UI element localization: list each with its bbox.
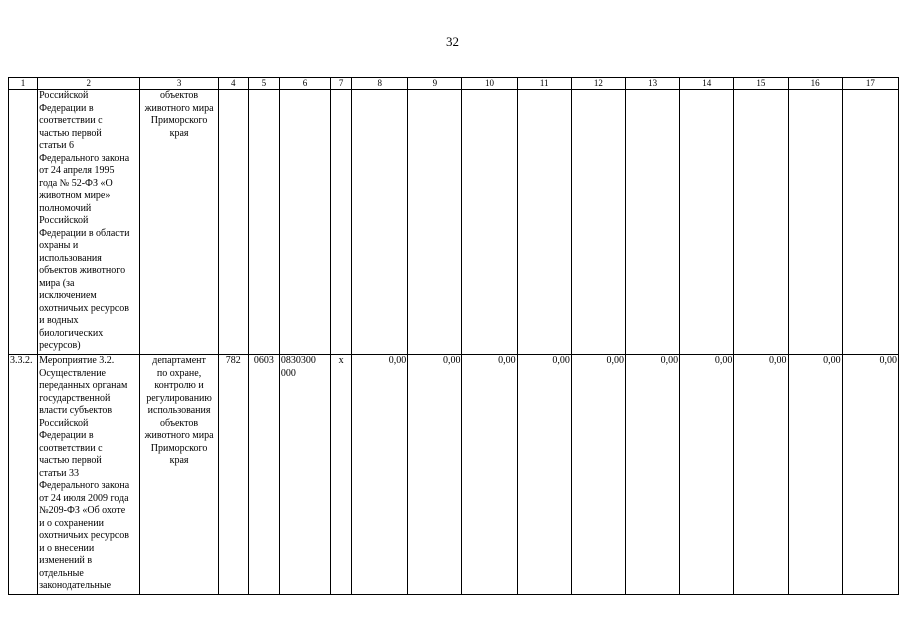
- header-cell: 6: [279, 78, 330, 90]
- item-amount: 0,00: [517, 355, 571, 595]
- header-cell: 17: [842, 78, 898, 90]
- item-target-code: [279, 90, 330, 355]
- header-cell: 7: [331, 78, 352, 90]
- item-executor: объектов животного мира Приморского края: [140, 90, 218, 355]
- header-cell: 16: [788, 78, 842, 90]
- item-section: [248, 90, 279, 355]
- item-amount: [734, 90, 788, 355]
- header-cell: 9: [408, 78, 462, 90]
- table-row: [9, 355, 899, 595]
- item-amount: 0,00: [408, 355, 462, 595]
- header-cell: 8: [352, 78, 408, 90]
- header-cell: 3: [140, 78, 218, 90]
- header-cell: 13: [625, 78, 679, 90]
- item-description: Мероприятие 3.2. Осуществление переданных органам государственной власти субъектов Российской Федерации в соответствии с частью первой статьи 33 Федерального закона от 24 июля 2009 года №209-ФЗ «Об охоте и о сохранении охотничьих ресурсов и о внесении изменений в отдельные законодательные: [38, 355, 140, 595]
- item-number: 3.3.2.: [9, 355, 38, 595]
- item-amount: 0,00: [352, 355, 408, 595]
- item-number: [9, 90, 38, 355]
- table-row: [9, 90, 899, 355]
- item-amount: 0,00: [788, 355, 842, 595]
- item-amount: [517, 90, 571, 355]
- item-description: Российской Федерации в соответствии с частью первой статьи 6 Федерального закона от 24 апреля 1995 года № 52-ФЗ «О животном мире» полномочий Российской Федерации в области охраны и использования объектов животного мира (за исключением охотничьих ресурсов и водных биологических ресурсов): [38, 90, 140, 355]
- header-cell: 12: [571, 78, 625, 90]
- header-cell: 5: [248, 78, 279, 90]
- item-amount: 0,00: [680, 355, 734, 595]
- item-amount: 0,00: [462, 355, 517, 595]
- header-cell: 4: [218, 78, 248, 90]
- item-expense-type: х: [331, 355, 352, 595]
- item-amount: [680, 90, 734, 355]
- item-amount: [462, 90, 517, 355]
- header-cell: 1: [9, 78, 38, 90]
- item-grbs: 782: [218, 355, 248, 595]
- header-cell: 11: [517, 78, 571, 90]
- item-executor: департамент по охране, контролю и регулированию использования объектов животного мира Приморского края: [140, 355, 218, 595]
- budget-table: [8, 77, 899, 595]
- header-cell: 14: [680, 78, 734, 90]
- item-target-code: 0830300 000: [279, 355, 330, 595]
- item-amount: [352, 90, 408, 355]
- item-section: 0603: [248, 355, 279, 595]
- header-cell: 15: [734, 78, 788, 90]
- item-grbs: [218, 90, 248, 355]
- item-amount: [842, 90, 898, 355]
- item-amount: [788, 90, 842, 355]
- header-cell: 2: [38, 78, 140, 90]
- header-cell: 10: [462, 78, 517, 90]
- item-amount: [408, 90, 462, 355]
- item-amount: [625, 90, 679, 355]
- item-amount: 0,00: [625, 355, 679, 595]
- item-amount: 0,00: [734, 355, 788, 595]
- page-number: 32: [446, 34, 459, 49]
- item-amount: 0,00: [571, 355, 625, 595]
- item-amount: [571, 90, 625, 355]
- item-amount: 0,00: [842, 355, 898, 595]
- header-row: [9, 78, 899, 90]
- item-expense-type: [331, 90, 352, 355]
